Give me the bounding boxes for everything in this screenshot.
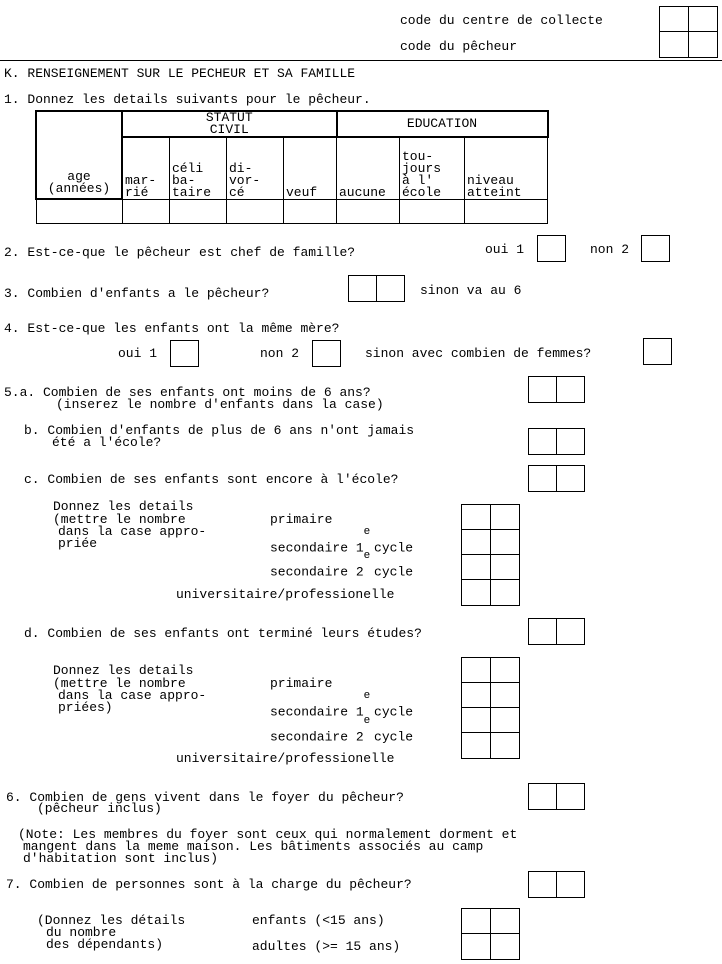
q5b-line1: b. Combien d'enfants de plus de 6 ans n'ont jamais (24, 423, 415, 438)
q5a-text: 5.a. Combien de ses enfants ont moins de 6 ans? (4, 385, 371, 400)
q5c-primaire: primaire (270, 512, 333, 527)
q2-no-box[interactable] (641, 235, 670, 262)
q1-text: 1. Donnez les details suivants pour le pêcheur. (4, 92, 371, 107)
q6-note-3: d'habitation sont inclus) (23, 851, 219, 866)
q5d-univ-digit-1[interactable] (461, 732, 492, 759)
q5b-line2: été a l'école? (52, 435, 162, 450)
q5c-digit-2[interactable] (556, 465, 585, 492)
q7-text: 7. Combien de personnes sont à la charge du pêcheur? (6, 877, 412, 892)
fisher-code-digit-1[interactable] (659, 31, 690, 58)
q6-text: 6. Combien de gens vivent dans le foyer du pêcheur? (6, 790, 404, 805)
q5d-sec2-digit-1[interactable] (461, 707, 492, 734)
input-celibataire[interactable] (170, 199, 227, 223)
q7-count-boxes (528, 871, 585, 898)
q6-note-2: mangent dans la meme maison. Les bâtiments associés au camp (23, 839, 484, 854)
q5c-primaire-digit-1[interactable] (461, 504, 492, 531)
input-divorce[interactable] (227, 199, 284, 223)
q7-details-3: des dépendants) (46, 937, 164, 952)
q7-digit-2[interactable] (556, 871, 585, 898)
q5d-sec2-digit-2[interactable] (490, 707, 521, 734)
q3-note: sinon va au 6 (420, 283, 522, 298)
q5c-univ-digit-1[interactable] (461, 579, 492, 606)
col-celibataire: céli ba- taire (170, 137, 227, 199)
q5c-sec2-digit-1[interactable] (461, 554, 492, 581)
q5d-primaire-digit-2[interactable] (490, 657, 521, 684)
q6-digit-1[interactable] (528, 783, 557, 810)
q4-text: 4. Est-ce-que les enfants ont la même mère? (4, 321, 340, 336)
q5c-sec1-digit-2[interactable] (490, 529, 521, 556)
input-age[interactable] (36, 199, 122, 223)
input-veuf[interactable] (284, 199, 337, 223)
q5c-secondaire-1: secondaire 1e cycle (270, 526, 414, 556)
q6-count-boxes (528, 783, 585, 810)
q7-adults-digit-2[interactable] (490, 933, 521, 960)
q7-dependants-grid (462, 908, 520, 958)
col-aucune: aucune (337, 137, 400, 199)
q5c-count-boxes (528, 465, 585, 492)
q7-children-digit-2[interactable] (490, 908, 521, 935)
q6-note-1: (Note: Les membres du foyer sont ceux qui normalement dorment et (18, 827, 518, 842)
q3-count-boxes (348, 275, 405, 302)
q5b-digit-2[interactable] (556, 428, 585, 455)
centre-code-digit-1[interactable] (659, 6, 690, 33)
centre-code-digit-2[interactable] (688, 6, 719, 33)
q5c-details-4: priée (58, 536, 98, 551)
q7-details-2: du nombre (46, 925, 117, 940)
fisher-code-digit-2[interactable] (688, 31, 719, 58)
fisher-code-label: code du pêcheur (400, 39, 518, 54)
q5d-details-3: dans la case appro- (58, 688, 207, 703)
q5d-levels-grid (462, 657, 520, 757)
section-title: K. RENSEIGNEMENT SUR LE PECHEUR ET SA FAMILLE (4, 66, 356, 81)
col-marie: mar- rié (122, 137, 170, 199)
q5b-digit-1[interactable] (528, 428, 557, 455)
header-divider (0, 60, 722, 61)
q5d-primaire: primaire (270, 676, 333, 691)
q7-digit-1[interactable] (528, 871, 557, 898)
q7-children-digit-1[interactable] (461, 908, 492, 935)
fisher-details-table (35, 110, 549, 224)
col-divorce: di- vor- cé (227, 137, 284, 199)
q5d-count-boxes (528, 618, 585, 645)
q5d-sec1-digit-1[interactable] (461, 682, 492, 709)
q5d-secondaire-2: secondaire 2e cycle (270, 715, 414, 745)
education-header: EDUCATION (337, 111, 548, 137)
q5c-details-1: Donnez les details (53, 499, 194, 514)
q5d-secondaire-1: secondaire 1e cycle (270, 690, 414, 720)
q3-text: 3. Combien d'enfants a le pêcheur? (4, 286, 270, 301)
q7-adults: adultes (>= 15 ans) (252, 939, 401, 954)
q5c-digit-1[interactable] (528, 465, 557, 492)
q4-no-box[interactable] (312, 340, 341, 367)
input-aucune[interactable] (337, 199, 400, 223)
q5d-details-1: Donnez les details (53, 663, 194, 678)
q5c-sec1-digit-1[interactable] (461, 529, 492, 556)
input-niveau-atteint[interactable] (465, 199, 548, 223)
q5c-sec2-digit-2[interactable] (490, 554, 521, 581)
age-header: age (années) (36, 111, 122, 199)
col-toujours-ecole: tou- jours à l' école (400, 137, 465, 199)
q2-yes-label: oui 1 (485, 242, 525, 257)
q5d-details-2: (mettre le nombre (53, 676, 186, 691)
input-toujours-ecole[interactable] (400, 199, 465, 223)
q2-yes-box[interactable] (537, 235, 566, 262)
q5d-text: d. Combien de ses enfants ont terminé leurs études? (24, 626, 422, 641)
col-niveau-atteint: niveau atteint (465, 137, 548, 199)
q5a-hint: (inserez le nombre d'enfants dans la case) (56, 397, 384, 412)
header-code-grid (660, 6, 718, 56)
q3-digit-1[interactable] (348, 275, 377, 302)
input-marie[interactable] (122, 199, 170, 223)
q4-no-label: non 2 (260, 346, 300, 361)
q5a-count-boxes (528, 376, 585, 403)
q4-followup: sinon avec combien de femmes? (365, 346, 592, 361)
q4-yes-box[interactable] (170, 340, 199, 367)
q5d-univ-digit-2[interactable] (490, 732, 521, 759)
q7-adults-digit-1[interactable] (461, 933, 492, 960)
q5d-details-4: priées) (58, 700, 113, 715)
q5a-digit-2[interactable] (556, 376, 585, 403)
q5b-count-boxes (528, 428, 585, 455)
q7-details-1: (Donnez les détails (37, 913, 186, 928)
q2-text: 2. Est-ce-que le pêcheur est chef de famille? (4, 245, 356, 260)
q5d-digit-2[interactable] (556, 618, 585, 645)
statut-header: STATUT CIVIL (122, 111, 337, 137)
q5d-primaire-digit-1[interactable] (461, 657, 492, 684)
q5a-digit-1[interactable] (528, 376, 557, 403)
q5c-univ-digit-2[interactable] (490, 579, 521, 606)
q4-yes-label: oui 1 (118, 346, 158, 361)
q6-digit-2[interactable] (556, 783, 585, 810)
q5c-secondaire-2: secondaire 2e cycle (270, 550, 414, 580)
q5c-details-3: dans la case appro- (58, 524, 207, 539)
q5d-universitaire: universitaire/professionelle (176, 751, 395, 766)
q5c-primaire-digit-2[interactable] (490, 504, 521, 531)
q3-digit-2[interactable] (376, 275, 405, 302)
col-veuf: veuf (284, 137, 337, 199)
q5c-levels-grid (462, 504, 520, 604)
q2-no-label: non 2 (590, 242, 630, 257)
q5c-universitaire: universitaire/professionelle (176, 587, 395, 602)
q5d-sec1-digit-2[interactable] (490, 682, 521, 709)
centre-code-label: code du centre de collecte (400, 13, 603, 28)
q5c-details-2: (mettre le nombre (53, 512, 186, 527)
q5d-digit-1[interactable] (528, 618, 557, 645)
q7-children: enfants (<15 ans) (252, 913, 385, 928)
q6-hint: (pêcheur inclus) (37, 801, 162, 816)
q5c-text: c. Combien de ses enfants sont encore à l'école? (24, 472, 399, 487)
q4-women-count-box[interactable] (643, 338, 672, 365)
